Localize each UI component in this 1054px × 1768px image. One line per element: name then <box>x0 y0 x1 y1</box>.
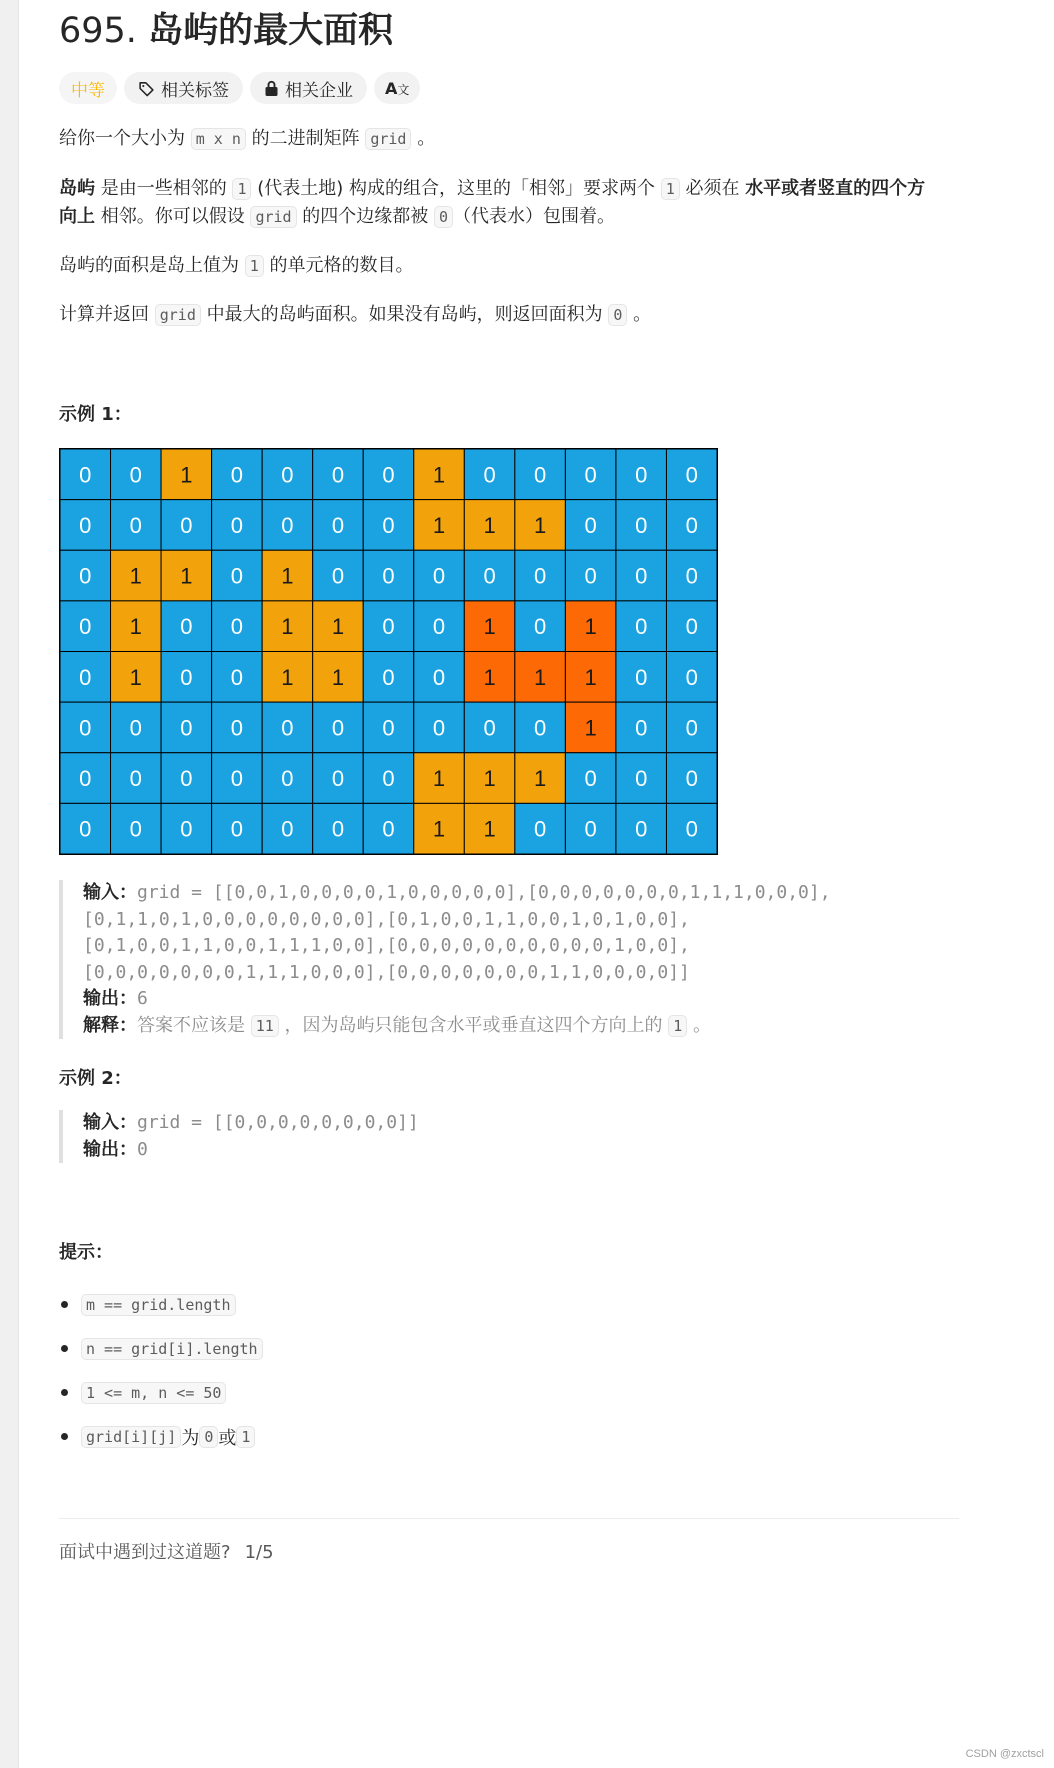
example-2-input <box>83 1110 419 1137</box>
code-one: 1 <box>661 178 680 200</box>
grid-cell-value: 0 <box>382 614 395 640</box>
example-1-input-line-4 <box>83 960 831 987</box>
desc-paragraph-2a <box>59 175 925 203</box>
constraints-heading: 提示： <box>59 1242 113 1263</box>
grid-cell-value: 0 <box>180 715 193 741</box>
code-grid: grid <box>365 128 411 150</box>
code-zero: 0 <box>434 206 453 228</box>
grid-cell-value: 0 <box>79 563 92 589</box>
constraint-code: m == grid.length <box>81 1294 236 1316</box>
text: ，因为岛屿只能包含水平或垂直这四个方向上的 <box>278 1014 669 1036</box>
grid-cell-value: 0 <box>584 462 597 488</box>
grid-cell-value: 0 <box>382 766 395 792</box>
grid-cell-value: 0 <box>533 816 547 842</box>
grid-cell-value: 1 <box>281 614 294 640</box>
grid-cell-value: 0 <box>331 766 345 792</box>
grid-cell-value: 0 <box>685 563 698 589</box>
grid-cell-value: 1 <box>483 664 496 690</box>
grid-cell-value: 0 <box>685 462 698 488</box>
related-companies-button[interactable] <box>250 72 367 104</box>
grid-cell-value: 0 <box>584 816 597 842</box>
grid-cell-value: 0 <box>331 462 345 488</box>
text: 岛屿的面积是岛上值为 <box>59 255 245 276</box>
text: 计算并返回 <box>59 304 155 325</box>
text: 为 <box>181 1428 200 1449</box>
grid-cell-value: 0 <box>129 462 142 488</box>
code-eleven: 11 <box>251 1015 279 1037</box>
grid-cell-value: 0 <box>382 512 395 538</box>
desc-paragraph-2b <box>59 203 615 231</box>
example-1-explanation <box>83 1013 831 1040</box>
grid-cell-value: 1 <box>584 715 597 741</box>
grid-cell-value: 0 <box>635 664 648 690</box>
grid-cell-value: 0 <box>129 816 142 842</box>
input-value: [0,1,0,0,1,1,0,0,1,1,1,0,0],[0,0,0,0,0,0,0,0,0,0,1,0,0], <box>83 935 690 956</box>
grid-cell-value: 0 <box>635 766 648 792</box>
grid-cell-value: 0 <box>635 462 648 488</box>
explain-label: 解释： <box>83 1014 137 1036</box>
text: （代表水）包围着。 <box>453 206 616 227</box>
code-grid: grid <box>250 206 296 228</box>
grid-cell-value: 1 <box>180 462 193 488</box>
interview-count: 1/5 <box>244 1542 274 1563</box>
code-one: 1 <box>245 255 264 277</box>
grid-cell-value: 0 <box>584 563 597 589</box>
example-2-block <box>59 1110 419 1163</box>
grid-cell-value: 0 <box>79 614 92 640</box>
grid-cell-value: 0 <box>180 512 193 538</box>
problem-name: 岛屿的最大面积 <box>148 11 394 51</box>
grid-cell-value: 0 <box>331 512 345 538</box>
grid-cell-value: 0 <box>281 512 294 538</box>
constraint-item <box>59 1415 263 1459</box>
grid-cell-value: 0 <box>230 766 244 792</box>
bold-text: 向上 <box>59 206 95 227</box>
input-value: [0,1,1,0,1,0,0,0,0,0,0,0,0],[0,1,0,0,1,1,0,0,1,0,1,0,0], <box>83 908 690 930</box>
grid-cell-value: 1 <box>432 512 446 538</box>
grid-cell-value: 0 <box>533 715 547 741</box>
example-1-input-line-3 <box>83 933 831 960</box>
grid-cell-value: 0 <box>432 614 446 640</box>
code-one: 1 <box>668 1015 687 1037</box>
grid-cell-value: 1 <box>331 614 345 640</box>
constraint-code: n == grid[i].length <box>81 1338 263 1360</box>
grid-cell-value: 0 <box>584 512 597 538</box>
grid-cell-value: 1 <box>483 816 496 842</box>
text: 是由一些相邻的 <box>95 178 233 199</box>
code-grid: grid <box>155 304 201 326</box>
grid-cell-value: 1 <box>432 462 446 488</box>
grid-cell-value: 1 <box>180 563 193 589</box>
constraint-code: 1 <box>236 1426 255 1448</box>
watermark: CSDN @zxctscl <box>965 1748 1044 1760</box>
grid-cell-value: 0 <box>432 715 446 741</box>
problem-number: 695. <box>59 11 137 51</box>
grid-cell-value: 0 <box>685 512 698 538</box>
grid-cell-value: 1 <box>129 664 142 690</box>
constraint-item <box>59 1283 263 1327</box>
grid-cell-value: 0 <box>281 816 294 842</box>
grid-cell-value: 0 <box>230 664 244 690</box>
text: 给你一个大小为 <box>59 128 191 149</box>
lock-icon <box>264 80 279 97</box>
grid-cell-value: 0 <box>79 715 92 741</box>
related-tags-label: 相关标签 <box>161 80 229 101</box>
input-label: 输入： <box>83 882 137 903</box>
difficulty-badge: 中等 <box>59 72 117 104</box>
constraint-item <box>59 1327 263 1371</box>
grid-cell-value: 0 <box>230 816 244 842</box>
grid-cell-value: 0 <box>129 512 142 538</box>
grid-cell-value: 0 <box>230 614 244 640</box>
grid-cell-value: 1 <box>584 664 597 690</box>
text: 答案不应该是 <box>137 1014 251 1036</box>
grid-cell-value: 0 <box>281 766 294 792</box>
text: 的二进制矩阵 <box>245 128 366 149</box>
problem-panel <box>18 0 1054 1768</box>
grid-cell-value: 0 <box>79 766 92 792</box>
text: 的单元格的数目。 <box>263 255 414 276</box>
term-island: 岛屿 <box>59 178 95 199</box>
grid-cell-value: 0 <box>635 512 648 538</box>
grid-cell-value: 0 <box>230 563 244 589</box>
grid-cell-value: 0 <box>180 614 193 640</box>
grid-cell-value: 0 <box>129 766 142 792</box>
translate-icon: A文 <box>385 78 410 98</box>
grid-cell-value: 0 <box>432 563 446 589</box>
grid-cell-value: 0 <box>79 512 92 538</box>
interview-feedback[interactable] <box>59 1538 274 1564</box>
chip-row <box>59 72 420 104</box>
grid-cell-value: 0 <box>79 816 92 842</box>
grid-cell-value: 0 <box>483 563 496 589</box>
grid-cell-value: 0 <box>685 766 698 792</box>
output-label: 输出： <box>83 988 137 1009</box>
problem-title <box>59 8 393 54</box>
grid-cell-value: 0 <box>129 715 142 741</box>
grid-cell-value: 1 <box>281 664 294 690</box>
grid-cell-value: 0 <box>584 766 597 792</box>
grid-cell-value: 1 <box>483 512 496 538</box>
grid-cell-value: 0 <box>180 766 193 792</box>
constraints-list <box>59 1283 263 1459</box>
grid-cell-value: 0 <box>635 816 648 842</box>
desc-paragraph-1 <box>59 125 435 153</box>
example-1-grid-image <box>59 448 718 855</box>
grid-cell-value: 1 <box>281 563 294 589</box>
grid-cell-value: 0 <box>230 512 244 538</box>
grid-cell-value: 0 <box>382 816 395 842</box>
constraint-code: grid[i][j] <box>81 1426 181 1448</box>
grid-cell-value: 0 <box>180 816 193 842</box>
grid-cell-value: 0 <box>483 462 496 488</box>
output-value: 6 <box>137 988 148 1009</box>
grid-cell-value: 0 <box>79 462 92 488</box>
grid-cell-value: 0 <box>230 715 244 741</box>
grid-cell-value: 0 <box>382 715 395 741</box>
grid-cell-value: 0 <box>483 715 496 741</box>
output-value: 0 <box>137 1138 148 1160</box>
text: 相邻。你可以假设 <box>95 206 251 227</box>
desc-paragraph-4 <box>59 301 651 329</box>
grid-cell-value: 0 <box>685 816 698 842</box>
grid-cell-value: 0 <box>635 715 648 741</box>
grid-cell-value: 1 <box>584 614 597 640</box>
grid-cell-value: 1 <box>483 614 496 640</box>
input-value: grid = [[0,0,1,0,0,0,0,1,0,0,0,0,0],[0,0,0,0,0,0,0,1,1,1,0,0,0], <box>137 882 831 903</box>
grid-cell-value: 0 <box>685 664 698 690</box>
text: 。 <box>687 1014 712 1036</box>
constraint-code: 0 <box>199 1426 218 1448</box>
grid-cell-value: 0 <box>432 664 446 690</box>
input-label: 输入： <box>83 1112 137 1133</box>
translate-button[interactable] <box>374 72 420 104</box>
example-2-output <box>83 1137 419 1164</box>
related-companies-label: 相关企业 <box>285 80 353 101</box>
grid-cell-value: 0 <box>79 664 92 690</box>
grid-cell-value: 1 <box>533 766 547 792</box>
grid-cell-value: 0 <box>382 563 395 589</box>
desc-paragraph-3 <box>59 252 414 280</box>
example-2-heading: 示例 2： <box>59 1068 132 1089</box>
interview-question-text: 面试中遇到过这道题? <box>59 1542 231 1563</box>
grid-cell-value: 0 <box>382 664 395 690</box>
output-label: 输出： <box>83 1138 137 1160</box>
grid-svg <box>60 449 717 854</box>
grid-cell-value: 1 <box>432 816 446 842</box>
example-1-output <box>83 986 831 1013</box>
related-tags-button[interactable] <box>124 72 243 104</box>
example-1-input-line-2 <box>83 907 831 934</box>
example-1-heading: 示例 1： <box>59 404 132 425</box>
input-value: [0,0,0,0,0,0,0,1,1,1,0,0,0],[0,0,0,0,0,0,0,1,1,0,0,0,0]] <box>83 961 690 983</box>
text: 。 <box>411 128 436 149</box>
grid-cell-value: 0 <box>533 462 547 488</box>
text: 的四个边缘都被 <box>296 206 435 227</box>
grid-cell-value: 1 <box>483 766 496 792</box>
grid-cell-value: 1 <box>331 664 345 690</box>
grid-cell-value: 1 <box>129 614 142 640</box>
grid-cell-value: 0 <box>331 816 345 842</box>
text: 中最大的岛屿面积。如果没有岛屿，则返回面积为 <box>200 304 609 325</box>
example-1-block <box>59 880 831 1039</box>
text: 必须在 <box>679 178 746 199</box>
grid-cell-value: 0 <box>685 715 698 741</box>
grid-cell-value: 0 <box>635 563 648 589</box>
translate-icon-letter: A <box>385 78 398 98</box>
grid-cell-value: 0 <box>331 715 345 741</box>
grid-cell-value: 1 <box>432 766 446 792</box>
example-1-input-line-1 <box>83 880 831 907</box>
grid-cell-value: 0 <box>180 664 193 690</box>
grid-cell-value: 0 <box>685 614 698 640</box>
tag-icon <box>138 80 155 97</box>
constraint-item <box>59 1371 263 1415</box>
grid-cell-value: 0 <box>281 462 294 488</box>
input-value: grid = [[0,0,0,0,0,0,0,0]] <box>137 1112 419 1133</box>
bold-text: 水平或者竖直的四个方 <box>745 178 926 199</box>
text: 。 <box>627 304 652 325</box>
divider <box>59 1518 959 1519</box>
grid-cell-value: 0 <box>533 563 547 589</box>
grid-cell-value: 1 <box>533 664 547 690</box>
grid-cell-value: 0 <box>635 614 648 640</box>
code-one: 1 <box>232 178 251 200</box>
code-mxn: m x n <box>191 128 246 150</box>
grid-cell-value: 0 <box>533 614 547 640</box>
grid-cell-value: 1 <box>533 512 547 538</box>
text: 或 <box>218 1428 237 1449</box>
grid-cell-value: 0 <box>331 563 345 589</box>
text: (代表土地) 构成的组合，这里的「相邻」要求两个 <box>251 178 661 199</box>
grid-cell-value: 1 <box>129 563 142 589</box>
grid-cell-value: 0 <box>230 462 244 488</box>
code-zero: 0 <box>608 304 627 326</box>
grid-cell-value: 0 <box>281 715 294 741</box>
constraint-code: 1 <= m, n <= 50 <box>81 1382 226 1404</box>
grid-cell-value: 0 <box>382 462 395 488</box>
